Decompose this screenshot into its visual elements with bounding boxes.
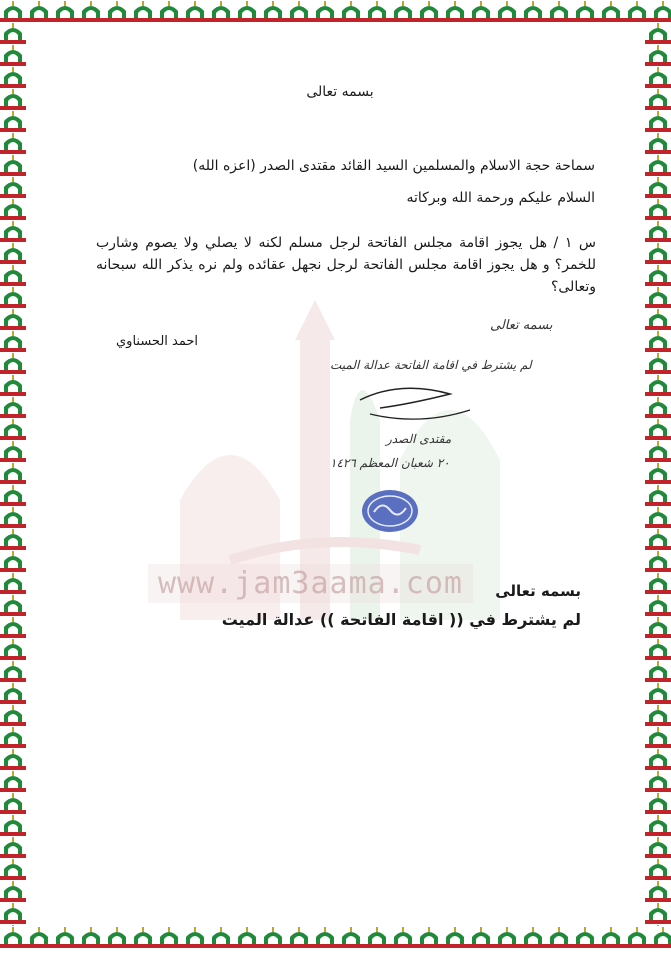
mosque-dome-icon <box>650 0 671 22</box>
mosque-dome-icon <box>572 926 598 948</box>
mosque-dome-icon <box>645 814 671 836</box>
mosque-dome-icon <box>0 484 26 506</box>
mosque-dome-icon <box>645 352 671 374</box>
mosque-dome-icon <box>0 550 26 572</box>
mosque-dome-icon <box>0 286 26 308</box>
page-bottom-strip <box>0 948 671 960</box>
mosque-dome-icon <box>260 0 286 22</box>
mosque-dome-icon <box>645 528 671 550</box>
mosque-dome-icon <box>156 926 182 948</box>
mosque-dome-icon <box>645 396 671 418</box>
mosque-dome-icon <box>645 594 671 616</box>
mosque-dome-icon <box>312 0 338 22</box>
mosque-dome-icon <box>364 0 390 22</box>
mosque-dome-icon <box>416 0 442 22</box>
mosque-dome-icon <box>104 926 130 948</box>
mosque-dome-icon <box>0 396 26 418</box>
mosque-dome-icon <box>645 308 671 330</box>
mosque-dome-icon <box>442 926 468 948</box>
mosque-dome-icon <box>0 154 26 176</box>
mosque-dome-icon <box>338 0 364 22</box>
mosque-dome-icon <box>645 198 671 220</box>
mosque-dome-icon <box>234 926 260 948</box>
mosque-dome-icon <box>572 0 598 22</box>
mosque-dome-icon <box>468 0 494 22</box>
mosque-dome-icon <box>26 926 52 948</box>
mosque-dome-icon <box>645 638 671 660</box>
mosque-dome-icon <box>645 572 671 594</box>
letter-addressee: سماحة حجة الاسلام والمسلمين السيد القائد مقتدى الصدر (اعزه الله) <box>192 158 595 174</box>
mosque-dome-icon <box>0 770 26 792</box>
mosque-dome-icon <box>52 0 78 22</box>
mosque-dome-icon <box>645 792 671 814</box>
mosque-dome-icon <box>0 638 26 660</box>
mosque-dome-icon <box>645 132 671 154</box>
mosque-dome-icon <box>390 926 416 948</box>
mosque-dome-icon <box>645 704 671 726</box>
border-bottom <box>0 926 671 948</box>
mosque-dome-icon <box>645 858 671 880</box>
mosque-dome-icon <box>26 0 52 22</box>
round-seal-stamp-icon <box>360 488 420 534</box>
mosque-dome-icon <box>130 0 156 22</box>
mosque-dome-icon <box>0 418 26 440</box>
mosque-dome-icon <box>645 242 671 264</box>
mosque-dome-icon <box>645 836 671 858</box>
mosque-dome-icon <box>0 308 26 330</box>
mosque-dome-icon <box>0 682 26 704</box>
mosque-dome-icon <box>208 0 234 22</box>
mosque-dome-icon <box>645 374 671 396</box>
mosque-dome-icon <box>0 704 26 726</box>
border-right <box>645 22 671 926</box>
mosque-dome-icon <box>0 836 26 858</box>
mosque-dome-icon <box>645 506 671 528</box>
mosque-dome-icon <box>0 22 26 44</box>
mosque-dome-icon <box>0 198 26 220</box>
answer-body: لم يشترط في (( اقامة الفاتحة )) عدالة الميت <box>221 610 581 629</box>
mosque-dome-icon <box>546 926 572 948</box>
mosque-dome-icon <box>78 926 104 948</box>
border-left <box>0 22 26 926</box>
letter-invocation: بسمه تعالى <box>306 84 374 100</box>
answer-title: بسمه تعالى <box>495 582 581 600</box>
mosque-dome-icon <box>0 374 26 396</box>
mosque-dome-icon <box>104 0 130 22</box>
mosque-dome-icon <box>645 22 671 44</box>
mosque-dome-icon <box>645 748 671 770</box>
mosque-dome-icon <box>494 926 520 948</box>
mosque-dome-icon <box>645 726 671 748</box>
mosque-dome-icon <box>0 880 26 902</box>
mosque-dome-icon <box>0 264 26 286</box>
mosque-dome-icon <box>494 0 520 22</box>
mosque-dome-icon <box>645 440 671 462</box>
handwritten-signature-name: مقتدى الصدر <box>386 432 452 446</box>
mosque-dome-icon <box>645 616 671 638</box>
mosque-dome-icon <box>0 462 26 484</box>
handwritten-invocation: بسمه تعالى <box>490 318 553 333</box>
border-top <box>0 0 671 22</box>
mosque-dome-icon <box>645 770 671 792</box>
mosque-dome-icon <box>645 264 671 286</box>
mosque-dome-icon <box>364 926 390 948</box>
mosque-dome-icon <box>645 66 671 88</box>
mosque-dome-icon <box>0 902 26 924</box>
mosque-dome-icon <box>645 462 671 484</box>
mosque-dome-icon <box>624 0 650 22</box>
mosque-dome-icon <box>650 926 671 948</box>
mosque-dome-icon <box>0 726 26 748</box>
mosque-dome-icon <box>0 506 26 528</box>
mosque-dome-icon <box>442 0 468 22</box>
mosque-dome-icon <box>645 176 671 198</box>
mosque-dome-icon <box>0 792 26 814</box>
mosque-dome-icon <box>645 220 671 242</box>
mosque-dome-icon <box>286 926 312 948</box>
mosque-dome-icon <box>286 0 312 22</box>
mosque-dome-icon <box>0 242 26 264</box>
handwritten-answer: لم يشترط في اقامة الفاتحة عدالة الميت <box>330 358 532 372</box>
mosque-dome-icon <box>234 0 260 22</box>
letter-asker-name: احمد الحسناوي <box>116 334 199 349</box>
mosque-dome-icon <box>645 880 671 902</box>
mosque-dome-icon <box>645 660 671 682</box>
mosque-dome-icon <box>0 594 26 616</box>
mosque-dome-icon <box>130 926 156 948</box>
mosque-dome-icon <box>0 926 26 948</box>
mosque-dome-icon <box>182 926 208 948</box>
mosque-dome-icon <box>0 176 26 198</box>
mosque-dome-icon <box>645 682 671 704</box>
mosque-dome-icon <box>520 926 546 948</box>
mosque-dome-icon <box>312 926 338 948</box>
mosque-dome-icon <box>338 926 364 948</box>
mosque-dome-icon <box>0 110 26 132</box>
mosque-dome-icon <box>0 44 26 66</box>
mosque-dome-icon <box>0 858 26 880</box>
mosque-dome-icon <box>260 926 286 948</box>
mosque-dome-icon <box>0 66 26 88</box>
mosque-dome-icon <box>645 44 671 66</box>
mosque-dome-icon <box>0 616 26 638</box>
letter-greeting: السلام عليكم ورحمة الله وبركاته <box>406 190 595 206</box>
watermark-site-text: www.jam3aama.com <box>148 564 473 603</box>
mosque-dome-icon <box>0 220 26 242</box>
mosque-dome-icon <box>645 902 671 924</box>
mosque-dome-icon <box>645 110 671 132</box>
mosque-dome-icon <box>0 88 26 110</box>
mosque-dome-icon <box>598 926 624 948</box>
signature-scribble <box>340 380 480 430</box>
mosque-dome-icon <box>208 926 234 948</box>
mosque-dome-icon <box>390 0 416 22</box>
mosque-dome-icon <box>546 0 572 22</box>
mosque-dome-icon <box>645 418 671 440</box>
mosque-dome-icon <box>645 154 671 176</box>
handwritten-date: ٢٠ شعبان المعظم ١٤٢٦ <box>330 456 450 470</box>
mosque-dome-icon <box>624 926 650 948</box>
mosque-dome-icon <box>0 814 26 836</box>
mosque-dome-icon <box>52 926 78 948</box>
mosque-dome-icon <box>0 0 26 22</box>
mosque-dome-icon <box>182 0 208 22</box>
letter-question: س ١ / هل يجوز اقامة مجلس الفاتحة لرجل مسلم لكنه لا يصلي ولا يصوم وشارب للخمر؟ و هل يجوز اقامة مجلس الفاتحة لرجل نجهل عقائده ولم نره يذكر الله سبحانه وتعالى؟ <box>96 235 596 295</box>
mosque-dome-icon <box>520 0 546 22</box>
mosque-dome-icon <box>645 330 671 352</box>
mosque-dome-icon <box>645 286 671 308</box>
mosque-dome-icon <box>645 484 671 506</box>
mosque-dome-icon <box>156 0 182 22</box>
mosque-dome-icon <box>0 528 26 550</box>
mosque-dome-icon <box>468 926 494 948</box>
mosque-dome-icon <box>0 748 26 770</box>
mosque-dome-icon <box>0 132 26 154</box>
mosque-dome-icon <box>645 550 671 572</box>
mosque-dome-icon <box>0 352 26 374</box>
mosque-dome-icon <box>0 660 26 682</box>
mosque-dome-icon <box>645 88 671 110</box>
mosque-dome-icon <box>0 330 26 352</box>
mosque-dome-icon <box>416 926 442 948</box>
mosque-dome-icon <box>598 0 624 22</box>
mosque-dome-icon <box>0 572 26 594</box>
mosque-dome-icon <box>78 0 104 22</box>
mosque-dome-icon <box>0 440 26 462</box>
